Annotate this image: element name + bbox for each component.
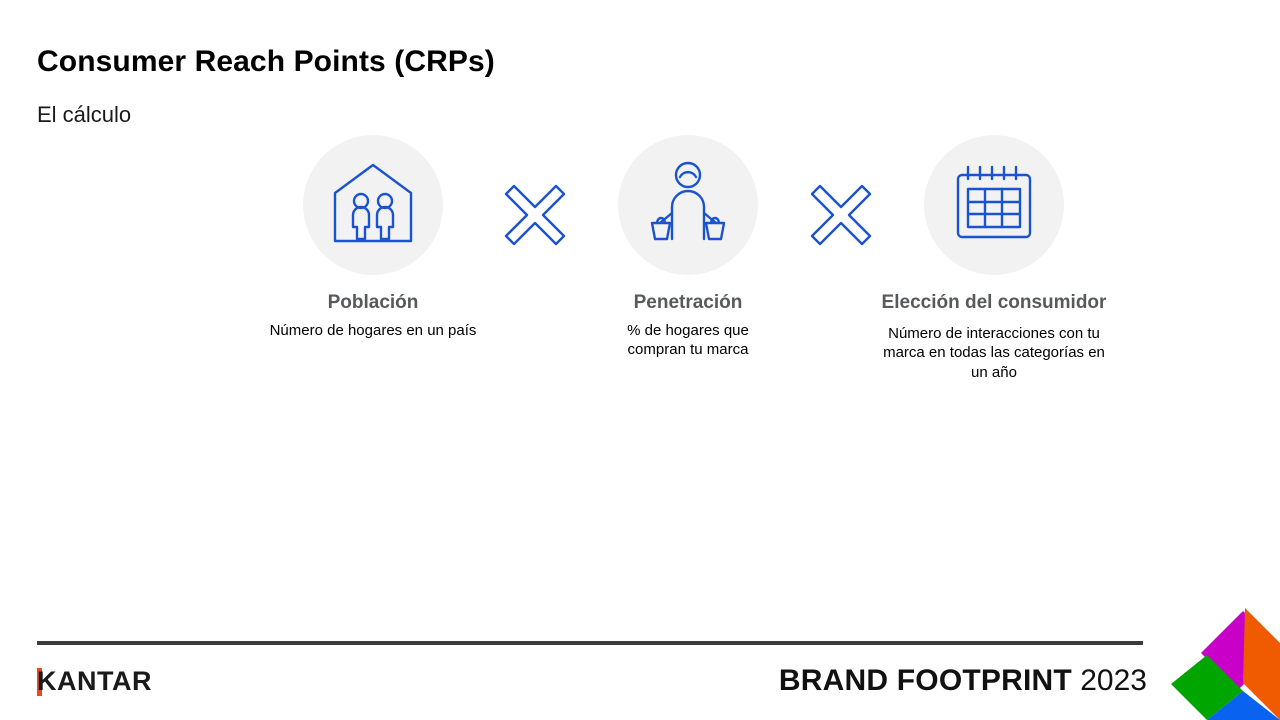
node-description: Número de hogares en un país bbox=[269, 321, 477, 339]
house-with-people-icon bbox=[327, 157, 419, 254]
report-year: 2023 bbox=[1080, 664, 1147, 697]
report-name: BRAND FOOTPRINT bbox=[778, 664, 1072, 697]
node-label: Elección del consumidor bbox=[881, 292, 1107, 313]
node-label: Población bbox=[327, 292, 419, 313]
calendar-icon bbox=[948, 157, 1040, 254]
multiply-icon bbox=[500, 180, 570, 250]
footer-divider bbox=[37, 641, 1143, 645]
formula-node-penetracion bbox=[568, 135, 808, 360]
crp-formula-diagram bbox=[240, 135, 1110, 435]
formula-node-poblacion bbox=[253, 135, 493, 340]
multiply-icon bbox=[806, 180, 876, 250]
report-footer bbox=[779, 664, 1147, 698]
icon-circle bbox=[924, 135, 1064, 275]
node-description: % de hogares que compran tu marca bbox=[627, 321, 749, 358]
kantar-corner-graphic bbox=[1145, 565, 1280, 720]
page-subtitle: El cálculo bbox=[37, 102, 132, 127]
page-title: Consumer Reach Points (CRPs) bbox=[37, 45, 495, 78]
icon-circle bbox=[303, 135, 443, 275]
kantar-logo: KANTAR bbox=[37, 666, 152, 696]
node-description: Número de interacciones con tu marca en todas las categorías en un año bbox=[883, 324, 1105, 381]
node-label: Penetración bbox=[633, 292, 743, 313]
formula-node-eleccion-del-consumidor bbox=[874, 135, 1114, 382]
icon-circle bbox=[618, 135, 758, 275]
shopper-with-bags-icon bbox=[642, 157, 734, 254]
